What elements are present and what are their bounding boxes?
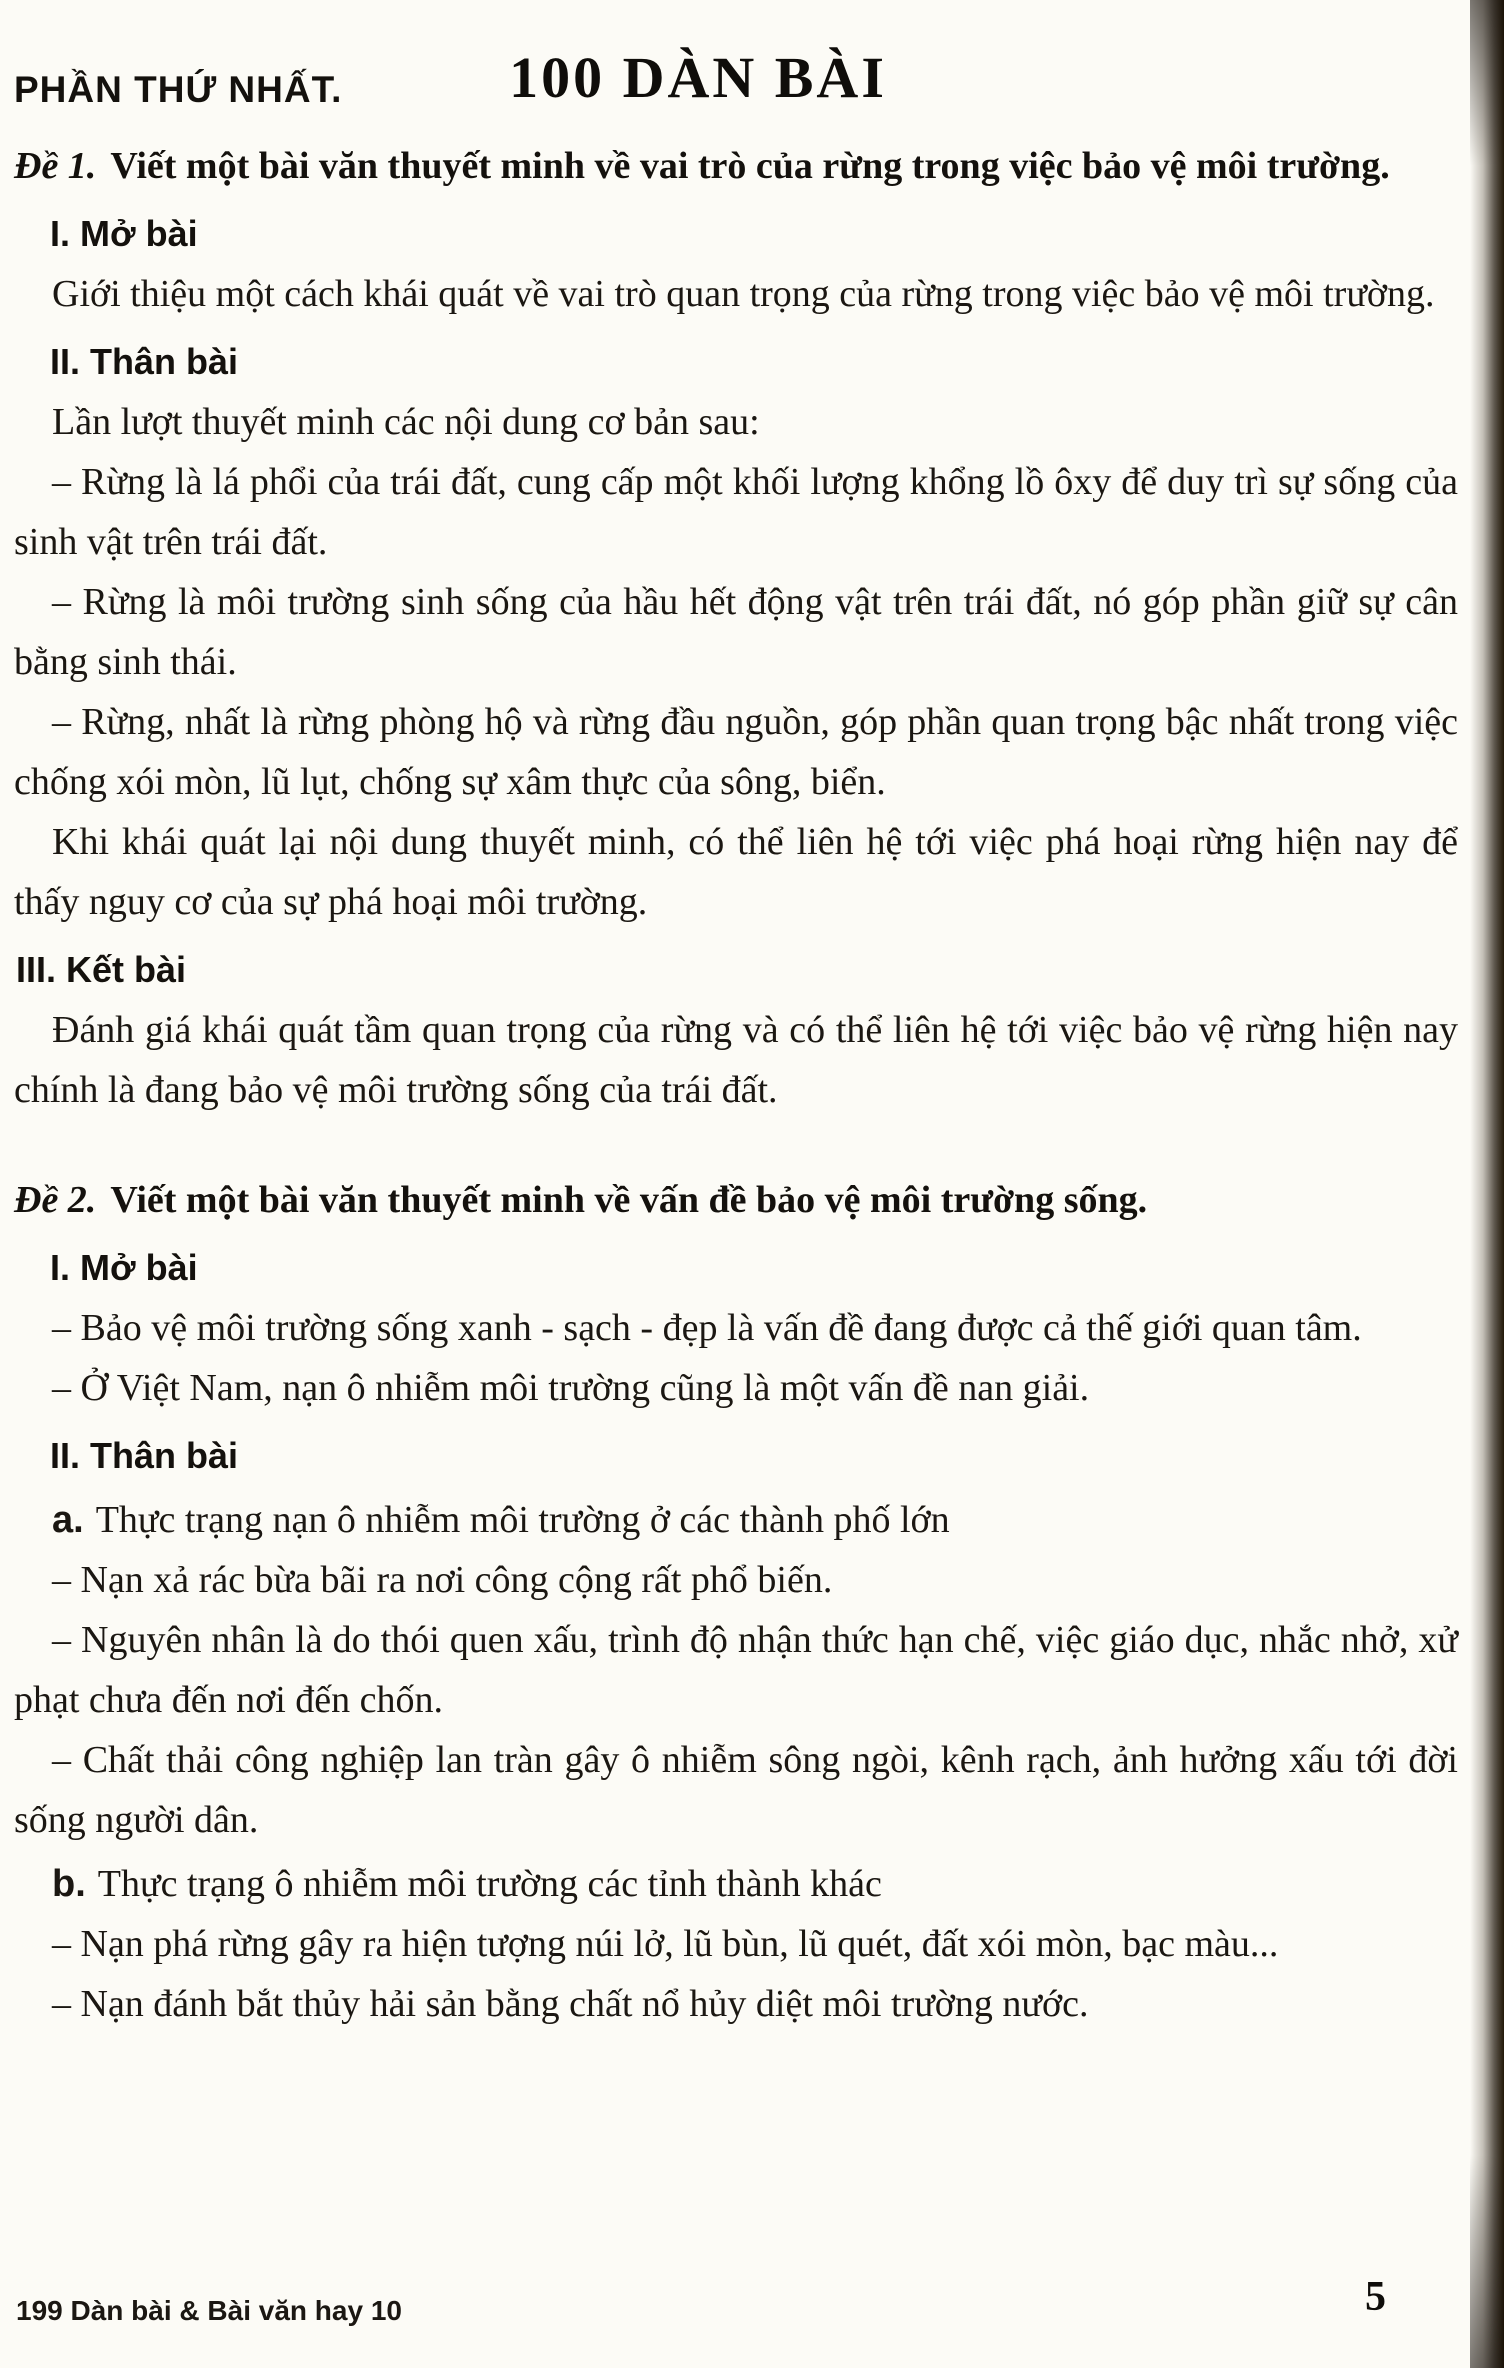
list-item: – Nạn đánh bắt thủy hải sản bằng chất nổ hủy diệt môi trường nước. [52,1983,1089,2025]
de-2-text: Viết một bài văn thuyết minh về vấn đề bảo vệ môi trường sống. [110,1179,1148,1221]
de-1-text: Viết một bài văn thuyết minh về vai trò của rừng trong việc bảo vệ môi trường. [110,145,1390,187]
footer-book-reference: 199 Dàn bài & Bài văn hay 10 [16,2295,402,2326]
subheading-b-label: b. [52,1863,86,1905]
paragraph: Giới thiệu một cách khái quát về vai trò quan trọng của rừng trong việc bảo vệ môi trường. [52,273,1435,315]
paragraph: Đánh giá khái quát tầm quan trọng của rừng và có thể liên hệ tới việc bảo vệ rừng hiện nay chính là đang bảo vệ môi trường sống của trái đất. [14,1009,1458,1111]
list-item: – Nạn xả rác bừa bãi ra nơi công cộng rất phổ biến. [52,1559,833,1601]
heading-than-bai-1: II. Thân bài [50,341,239,382]
paragraph: Khi khái quát lại nội dung thuyết minh, có thể liên hệ tới việc phá hoại rừng hiện nay để thấy nguy cơ của sự phá hoại môi trường. [14,821,1458,923]
list-item: – Nguyên nhân là do thói quen xấu, trình độ nhận thức hạn chế, việc giáo dục, nhắc nhở, xử phạt chưa đến nơi đến chốn. [14,1619,1458,1721]
page-header [14,42,1458,122]
subheading-a [14,1490,1458,1550]
heading-ket-bai-1: III. Kết bài [16,949,187,990]
list-item: – Ở Việt Nam, nạn ô nhiễm môi trường cũng là một vấn đề nan giải. [52,1367,1090,1409]
list-item: – Chất thải công nghiệp lan tràn gây ô nhiễm sông ngòi, kênh rạch, ảnh hưởng xấu tới đời sống người dân. [14,1739,1458,1841]
paragraph: Lần lượt thuyết minh các nội dung cơ bản sau: [52,401,760,443]
de-2-title [14,1170,1458,1230]
list-item: – Bảo vệ môi trường sống xanh - sạch - đẹp là vấn đề đang được cả thế giới quan tâm. [52,1307,1362,1349]
heading-mo-bai-1: I. Mở bài [50,213,198,254]
de-2-label: Đề 2. [14,1179,97,1221]
page-number: 5 [1365,2274,1386,2320]
list-item: – Nạn phá rừng gây ra hiện tượng núi lở, lũ bùn, lũ quét, đất xói mòn, bạc màu... [52,1923,1279,1965]
page-title: 100 DÀN BÀI [509,45,887,110]
list-item: – Rừng là lá phổi của trái đất, cung cấp một khối lượng khổng lồ ôxy để duy trì sự sống của sinh vật trên trái đất. [14,461,1458,563]
de-1-title [14,136,1458,196]
heading-mo-bai-2: I. Mở bài [50,1247,198,1288]
de-1-label: Đề 1. [14,145,97,187]
list-item: – Rừng, nhất là rừng phòng hộ và rừng đầu nguồn, góp phần quan trọng bậc nhất trong việc chống xói mòn, lũ lụt, chống sự xâm thực của sông, biển. [14,701,1458,803]
list-item: – Rừng là môi trường sinh sống của hầu hết động vật trên trái đất, nó góp phần giữ sự cân bằng sinh thái. [14,581,1458,683]
subheading-a-text: Thực trạng nạn ô nhiễm môi trường ở các thành phố lớn [95,1499,950,1541]
subheading-b-text: Thực trạng ô nhiễm môi trường các tỉnh thành khác [97,1863,882,1905]
heading-than-bai-2: II. Thân bài [50,1435,239,1476]
subheading-b [14,1854,1458,1914]
subheading-a-label: a. [52,1499,84,1541]
part-label: PHẦN THỨ NHẤT. [14,69,343,110]
